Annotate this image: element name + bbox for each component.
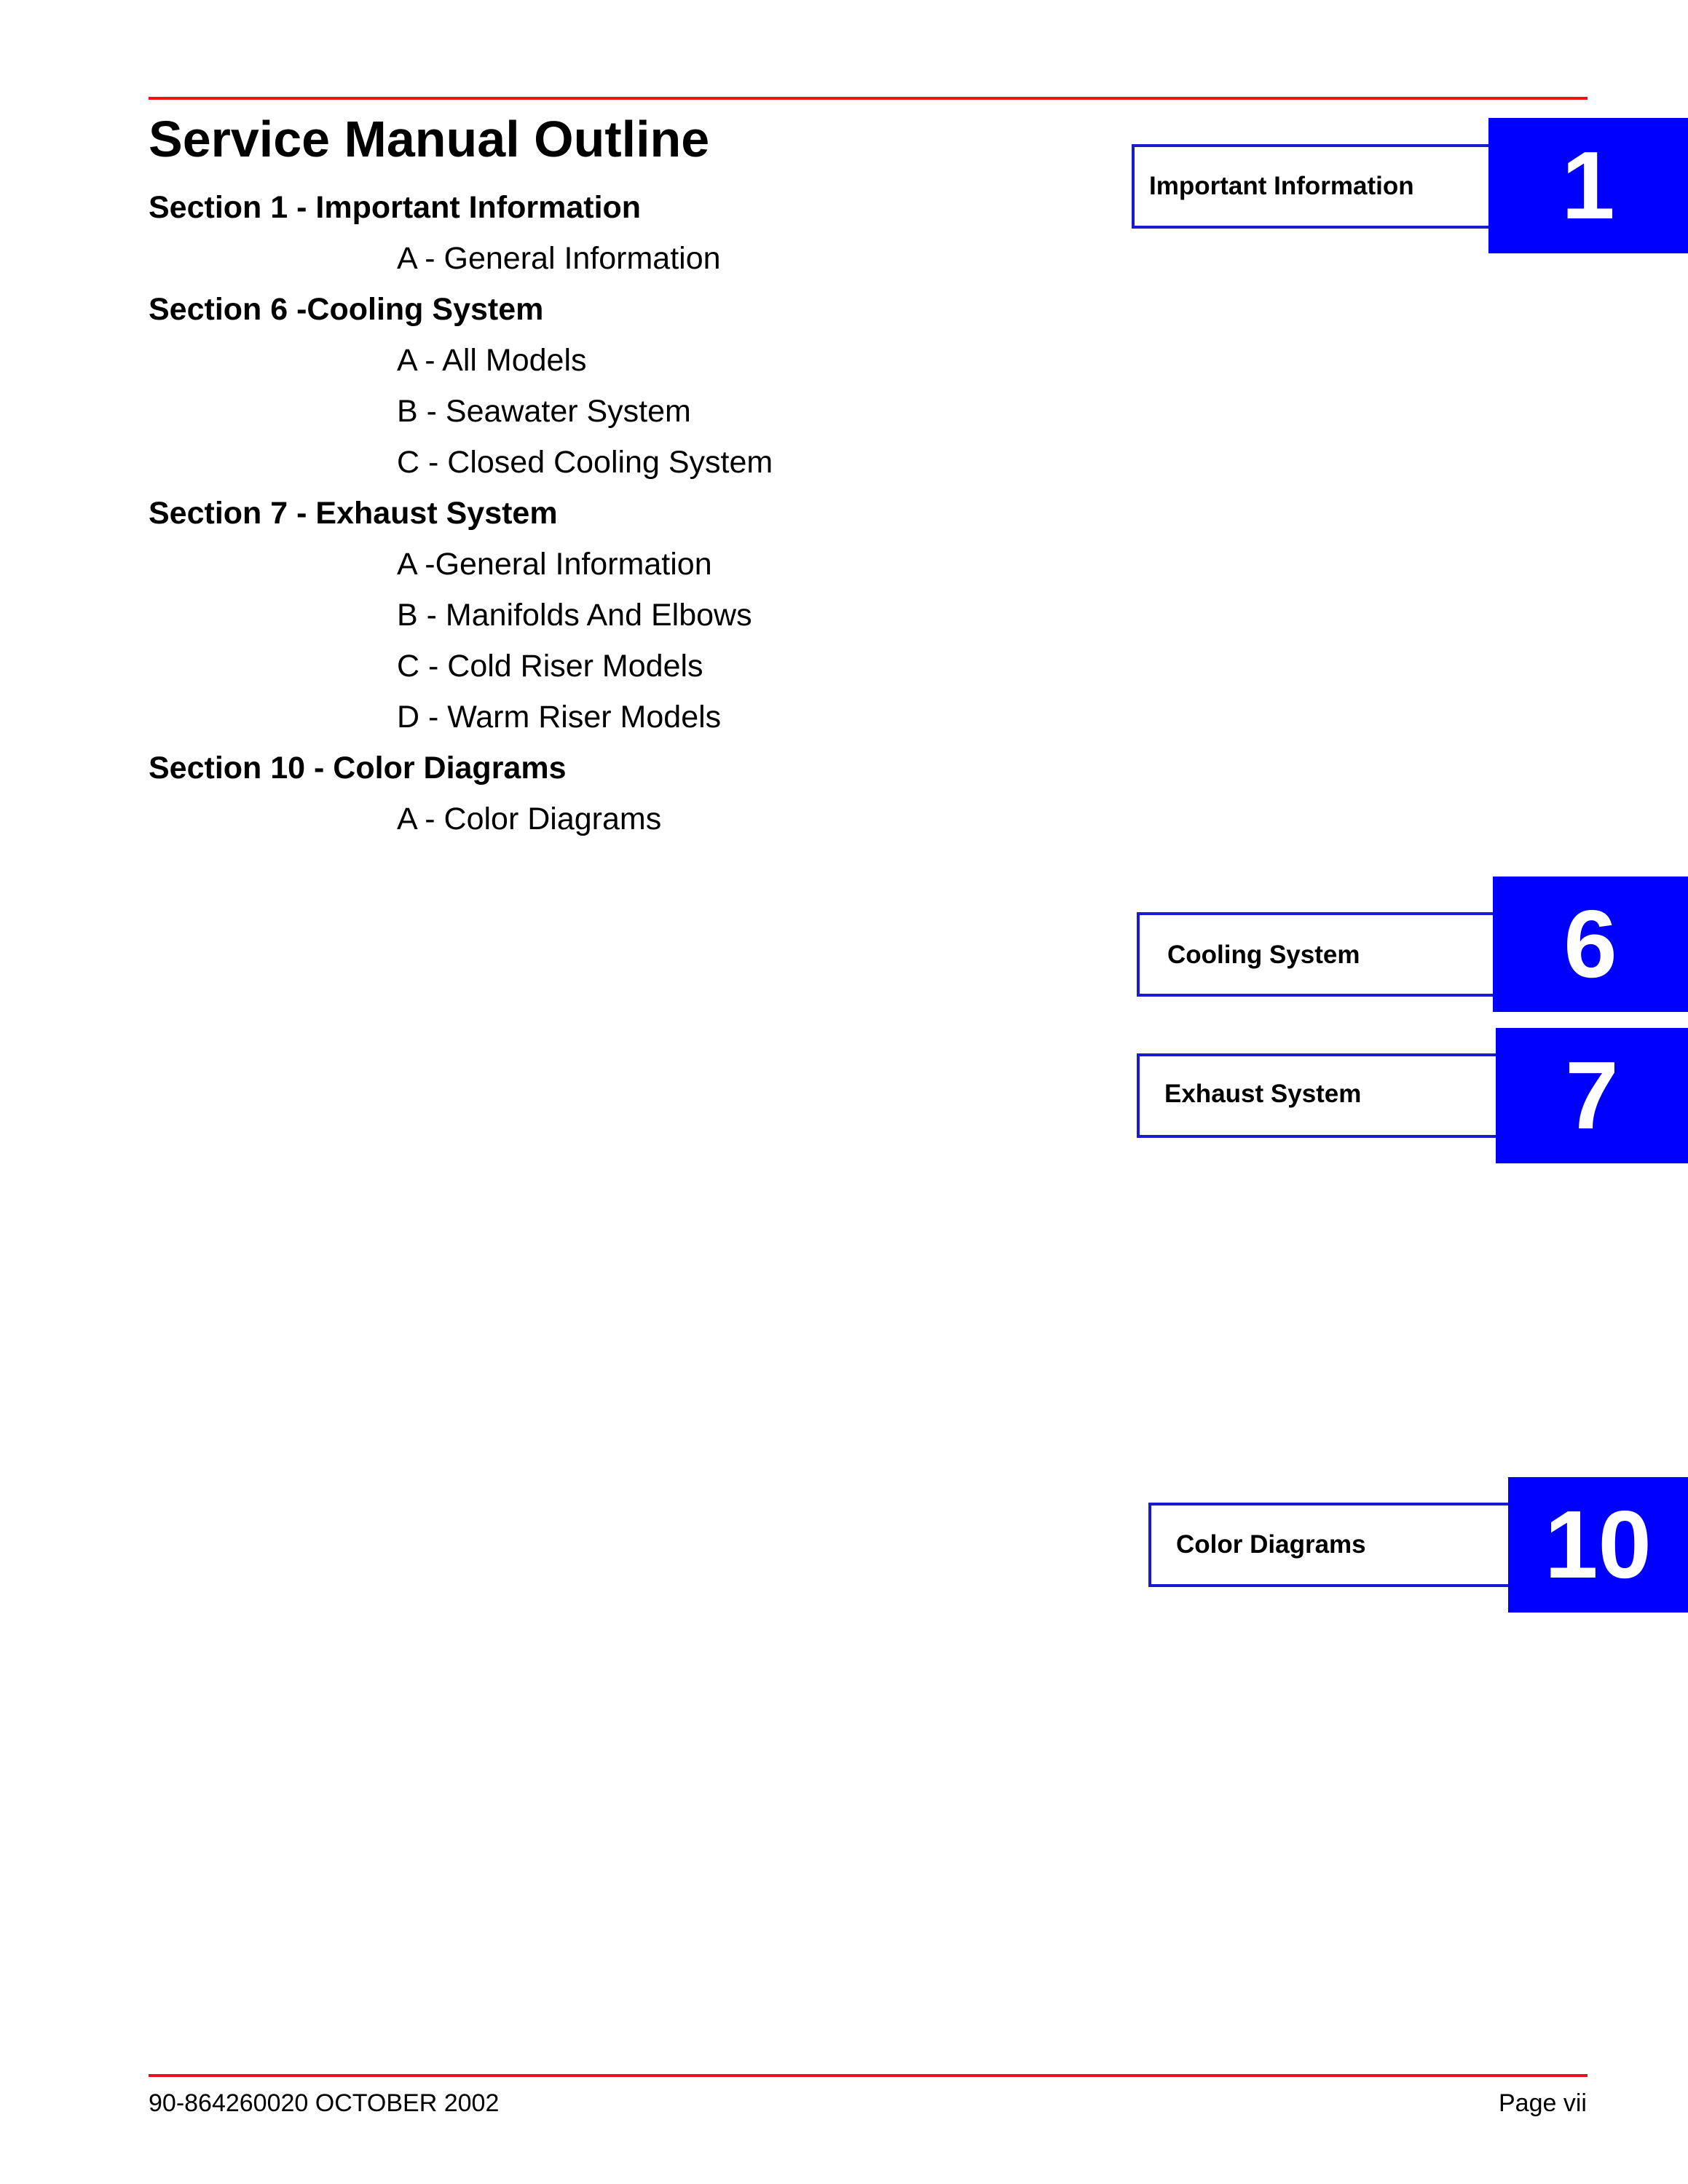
subsection-item[interactable]: A - General Information [397,241,721,276]
subsection-item[interactable]: B - Manifolds And Elbows [397,598,752,633]
section-heading[interactable]: Section 1 - Important Information [149,190,642,225]
subsection-item[interactable]: A - All Models [397,343,587,378]
section-tab-cooling-system[interactable] [1137,875,1688,1013]
footer-page-number: Page vii [1499,2089,1587,2117]
footer-document-number: 90-864260020 OCTOBER 2002 [149,2089,500,2117]
section-tab-color-diagrams[interactable] [1148,1476,1688,1614]
subsection-item[interactable]: B - Seawater System [397,394,691,429]
section-heading[interactable]: Section 7 - Exhaust System [149,496,558,531]
section-heading[interactable]: Section 10 - Color Diagrams [149,751,567,786]
section-heading[interactable]: Section 6 -Cooling System [149,292,544,327]
section-tab-important-information[interactable] [1132,116,1688,255]
subsection-item[interactable]: A -General Information [397,547,712,582]
outline-list [149,182,1095,844]
tab-number: 1 [1488,118,1688,253]
subsection-item[interactable]: C - Closed Cooling System [397,445,773,480]
tab-number: 7 [1496,1028,1688,1163]
section-tab-exhaust-system[interactable] [1137,1026,1688,1165]
footer-rule [149,2074,1588,2077]
subsection-item[interactable]: A - Color Diagrams [397,802,662,836]
tab-label: Color Diagrams [1176,1530,1366,1559]
subsection-item[interactable]: C - Cold Riser Models [397,649,703,684]
page-title: Service Manual Outline [149,111,710,167]
tab-label: Important Information [1149,172,1414,200]
subsection-item[interactable]: D - Warm Riser Models [397,700,722,735]
tab-number: 10 [1508,1477,1688,1613]
tab-label: Cooling System [1167,941,1360,969]
header-rule [149,97,1588,100]
tab-number: 6 [1493,877,1688,1012]
tab-label: Exhaust System [1164,1080,1362,1108]
